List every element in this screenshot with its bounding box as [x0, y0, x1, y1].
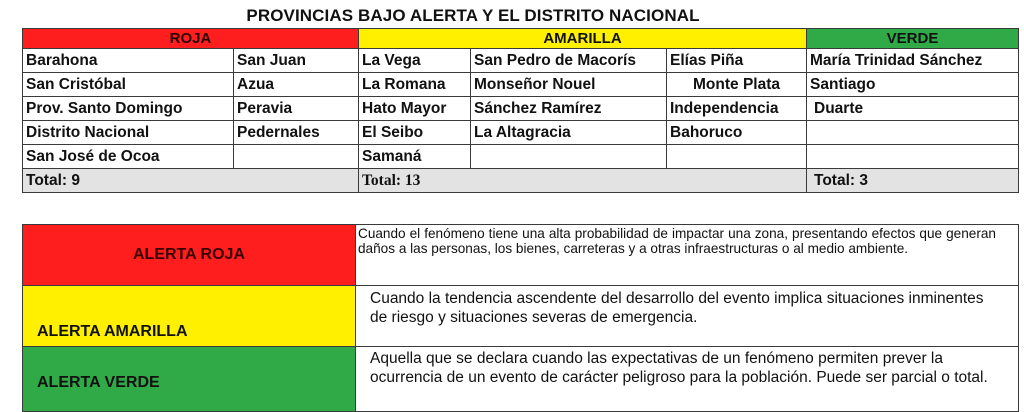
alert-roja-label: ALERTA ROJA	[23, 225, 356, 286]
province-cell: San José de Ocoa	[23, 145, 234, 169]
province-cell: Monte Plata	[667, 73, 807, 97]
alert-amarilla-description: Cuando la tendencia ascendente del desarrollo del evento implica situaciones inminentes de riesgo y situaciones severas de emergencia.	[356, 286, 1019, 347]
province-cell	[807, 145, 1019, 169]
province-cell: San Cristóbal	[23, 73, 234, 97]
header-amarilla: AMARILLA	[359, 29, 807, 49]
province-cell: La Vega	[359, 49, 471, 73]
legend-row-amarilla	[23, 286, 1019, 347]
total-verde: Total: 3	[807, 169, 1019, 193]
table-row	[23, 145, 1019, 169]
alert-legend-table	[22, 224, 1019, 412]
province-cell: Pedernales	[234, 121, 359, 145]
header-verde: VERDE	[807, 29, 1019, 49]
province-cell: Peravia	[234, 97, 359, 121]
province-cell: Samaná	[359, 145, 471, 169]
provinces-alert-table	[22, 28, 1019, 193]
province-cell	[234, 145, 359, 169]
table-row	[23, 73, 1019, 97]
province-cell: María Trinidad Sánchez	[807, 49, 1019, 73]
legend-row-verde	[23, 347, 1019, 412]
province-cell: Distrito Nacional	[23, 121, 234, 145]
province-cell	[471, 145, 667, 169]
province-cell: Duarte	[807, 97, 1019, 121]
province-cell: Santiago	[807, 73, 1019, 97]
table-row	[23, 97, 1019, 121]
header-roja: ROJA	[23, 29, 359, 49]
alert-amarilla-label: ALERTA AMARILLA	[23, 286, 356, 347]
province-cell	[667, 145, 807, 169]
province-cell: Elías Piña	[667, 49, 807, 73]
total-amarilla: Total: 13	[359, 169, 807, 193]
province-cell: La Romana	[359, 73, 471, 97]
table-row	[23, 49, 1019, 73]
total-roja: Total: 9	[23, 169, 359, 193]
totals-row	[23, 169, 1019, 193]
province-cell: Monseñor Nouel	[471, 73, 667, 97]
province-cell: Bahoruco	[667, 121, 807, 145]
table-row	[23, 121, 1019, 145]
province-cell: La Altagracia	[471, 121, 667, 145]
province-cell: Sánchez Ramírez	[471, 97, 667, 121]
alert-roja-description: Cuando el fenómeno tiene una alta probabilidad de impactar una zona, presentando efectos que generan daños a las personas, los bienes, carreteras y a otras infraestructuras o al medio ambiente.	[356, 225, 1019, 286]
province-cell: Hato Mayor	[359, 97, 471, 121]
province-cell	[807, 121, 1019, 145]
province-cell: Independencia	[667, 97, 807, 121]
province-cell: Azua	[234, 73, 359, 97]
page-title: PROVINCIAS BAJO ALERTA Y EL DISTRITO NACIONAL	[246, 6, 700, 25]
alert-verde-label: ALERTA VERDE	[23, 347, 356, 412]
province-cell: San Pedro de Macorís	[471, 49, 667, 73]
province-cell: El Seibo	[359, 121, 471, 145]
legend-row-roja	[23, 225, 1019, 286]
alert-verde-description: Aquella que se declara cuando las expectativas de un fenómeno permiten prever la ocurrencia de un evento de carácter peligroso para la población. Puede ser parcial o total.	[356, 347, 1019, 412]
province-cell: Barahona	[23, 49, 234, 73]
province-cell: San Juan	[234, 49, 359, 73]
province-cell: Prov. Santo Domingo	[23, 97, 234, 121]
alert-level-header-row	[23, 29, 1019, 49]
